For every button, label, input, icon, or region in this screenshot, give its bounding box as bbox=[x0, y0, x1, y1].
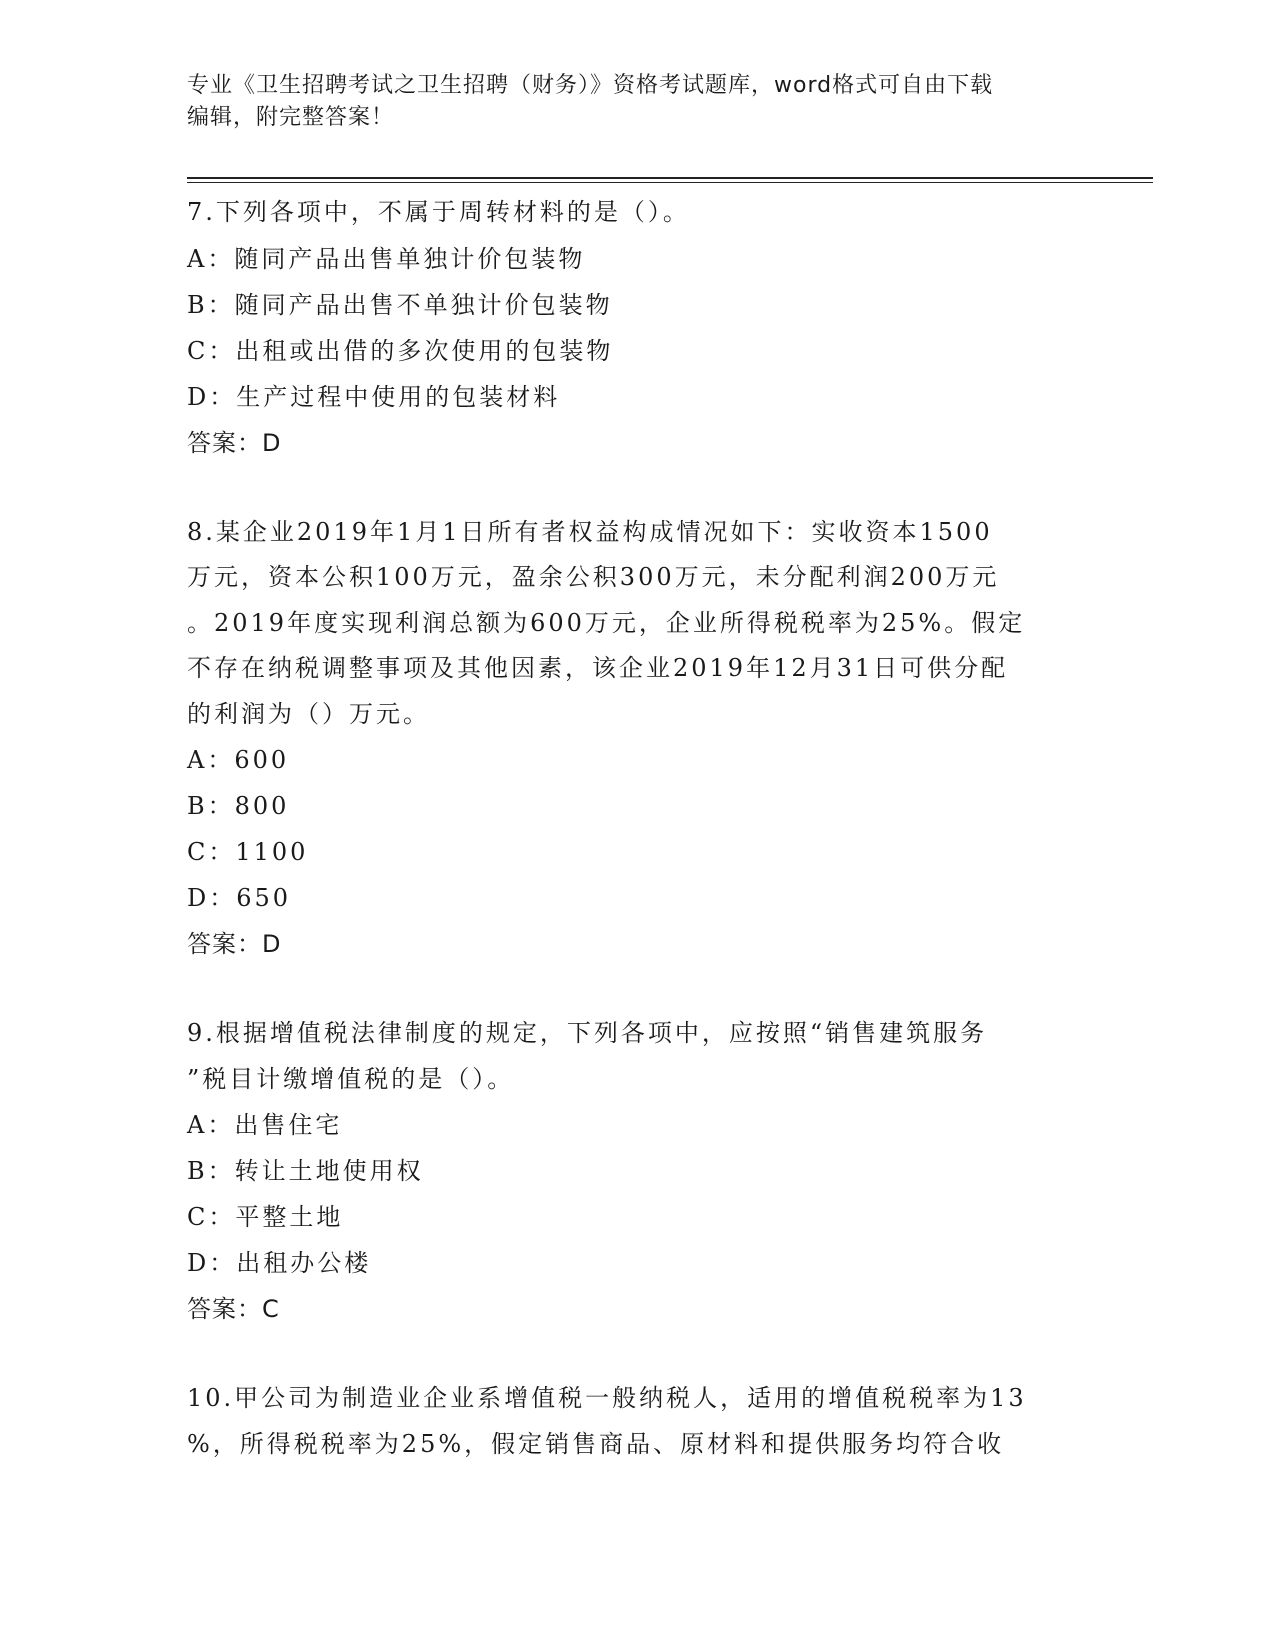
stem-line: %，所得税税率为25%，假定销售商品、原材料和提供服务均符合收 bbox=[187, 1429, 1005, 1458]
stem-line: ”税目计缴增值税的是（）。 bbox=[187, 1064, 515, 1093]
option-b: B：随同产品出售不单独计价包装物 bbox=[187, 290, 613, 319]
question-list bbox=[187, 190, 1087, 1511]
option-c: C：平整土地 bbox=[187, 1203, 344, 1231]
stem-line: 万元，资本公积100万元，盈余公积300万元，未分配利润200万元 bbox=[187, 563, 1000, 591]
header-line: 编辑，附完整答案！ bbox=[187, 105, 395, 130]
option-b: B：800 bbox=[187, 792, 290, 820]
question-7 bbox=[187, 190, 1087, 466]
option-c: C：出租或出借的多次使用的包装物 bbox=[187, 336, 614, 365]
header-divider-thin bbox=[187, 182, 1153, 183]
question-stem bbox=[187, 190, 1087, 236]
question-10 bbox=[187, 1376, 1087, 1467]
stem-line: 。2019年度实现利润总额为600万元，企业所得税税率为25%。假定 bbox=[187, 608, 1026, 637]
question-8 bbox=[187, 510, 1087, 968]
header-divider bbox=[187, 177, 1153, 179]
option-a: A：随同产品出售单独计价包装物 bbox=[187, 244, 586, 273]
stem-line: 10.甲公司为制造业企业系增值税一般纳税人，适用的增值税税率为13 bbox=[187, 1384, 1027, 1412]
option-d: D：出租办公楼 bbox=[187, 1249, 372, 1277]
stem-line: 8.某企业2019年1月1日所有者权益构成情况如下：实收资本1500 bbox=[187, 517, 993, 546]
answer: 答案：C bbox=[187, 1295, 280, 1323]
question-stem bbox=[187, 1011, 1087, 1102]
question-9 bbox=[187, 1011, 1087, 1332]
option-d: D：生产过程中使用的包装材料 bbox=[187, 382, 561, 411]
stem-line: 7.下列各项中，不属于周转材料的是（）。 bbox=[187, 198, 690, 226]
header-line: 专业《卫生招聘考试之卫生招聘（财务）》资格考试题库，word格式可自由下载 bbox=[187, 73, 994, 98]
option-c: C：1100 bbox=[187, 838, 309, 866]
answer: 答案：D bbox=[187, 930, 282, 958]
stem-line: 9.根据增值税法律制度的规定，下列各项中，应按照“销售建筑服务 bbox=[187, 1019, 988, 1047]
document-header bbox=[187, 70, 1087, 134]
option-a: A：出售住宅 bbox=[187, 1111, 343, 1139]
option-b: B：转让土地使用权 bbox=[187, 1157, 424, 1185]
stem-line: 的利润为（）万元。 bbox=[187, 699, 430, 728]
option-d: D：650 bbox=[187, 884, 292, 912]
option-a: A：600 bbox=[187, 746, 290, 774]
stem-line: 不存在纳税调整事项及其他因素，该企业2019年12月31日可供分配 bbox=[187, 654, 1009, 682]
question-stem bbox=[187, 1376, 1087, 1467]
question-stem bbox=[187, 510, 1087, 738]
answer: 答案：D bbox=[187, 428, 282, 457]
